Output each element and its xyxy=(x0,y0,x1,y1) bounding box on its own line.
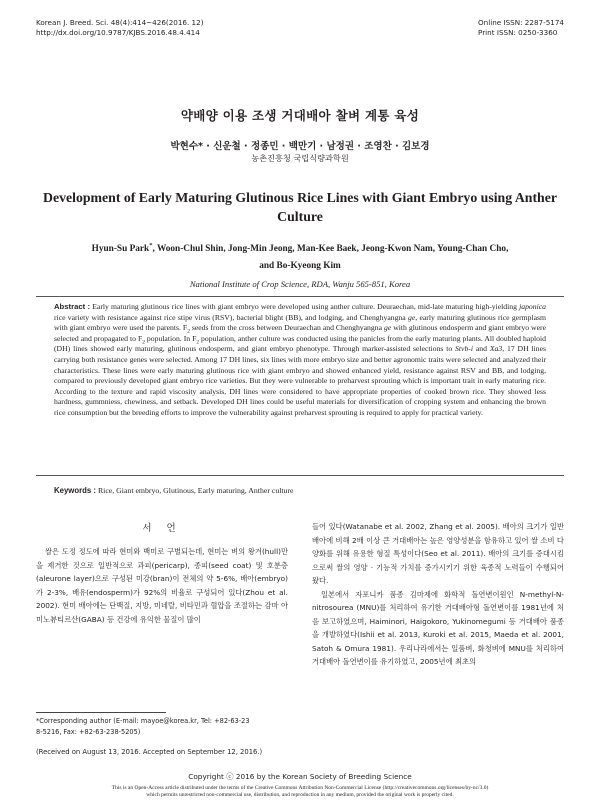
abstract-text: seeds from the cross between Deuraechan and Chenghyangna xyxy=(189,323,384,333)
body-paragraph: 쌀은 도정 정도에 따라 현미와 백미로 구별되는데, 현미는 벼의 왕겨(hull)만을 제거한 것으로 일반적으로 과피(pericarp), 종피(seed coat) 및 호분층(aleurone layer)으로 구성된 미강(bran)이 전체의 약 5-6%, 배아(embryo)가 2-3%, 배유(endosperm)가 92%의 비율로 구성되어 있다(Zhou et al. 2002). 현미 배아에는 단백질, 지방, 미네랄, 비타민과 혈압을 조절하는 감마 아미노뷰티르산(GABA) 등 건강에 유익한 물질이 많이 xyxy=(36,547,288,624)
doi-link[interactable]: http://dx.doi.org/10.9787/KJBS.2016.48.4.414 xyxy=(36,28,200,37)
abstract-text: population. In F xyxy=(144,333,197,343)
keywords xyxy=(54,486,546,495)
footnote-line: *Corresponding author (E-mail: mayoe@korea.kr, Tel: +82-63-23 xyxy=(36,717,250,725)
right-column xyxy=(312,520,564,669)
journal-header-right xyxy=(478,18,564,38)
abstract-text: , 17 DH lines carrying both resistance genes were selected. Among 17 DH lines, six lines with more embryo size and better agronomic traits were selected and analyzed their characteristics. These lines were early maturing glutinous rice with giant embryo and showed enhanced yield, resistance against RSV and BB, and lodging, compared to previously developed giant embryo rice varieties. But they were vulnerable to preharvest sprouting which is important trait in early maturing rice. According to the texture and rapid viscosity analysis, DH lines were considered to have appropriate properties of cooked brown rice. They showed less hardness, gummniess, chewiness, and setback. Developed DH lines could be useful materials for diversification of cropping system and enhancing the brown rice consumption but the breeding efforts to improve the vulnerability against preharvest sprouting is required to apply for practical variety. xyxy=(54,344,547,417)
abstract-text: population, anther culture was conducted using the panicles from the early maturing plants. All doubled haploid (DH) lines showed early maturing, glutinous endosperm, and giant embryo phenotype. Through marker-assisted selections to xyxy=(54,333,546,354)
abstract-label: Abstract : xyxy=(54,302,91,311)
journal-header-left xyxy=(36,18,204,38)
abstract-subscript: 2 xyxy=(142,339,145,346)
abstract-text: , early maturing glutinous rice germplasm with giant embryo were used the parents. F xyxy=(54,312,546,333)
body-paragraph: 일본에서 자포니카 품종 김마제에 화학적 돌연변이원인 N-methyl-N-nitrosourea (MNU)를 처리하여 유기한 거대배아형 돌연변이를 1981년에 처음 보고하였으며, Haiminori, Haigokoro, Yukinomegumi 등 거대배아 품종을 개발하였다(Ishii et al. 2013, Kuroki et al. 2015, Maeda et al. 2001, Satoh & Omura 1981). 우리나라에서는 일품벼, 화청벼에 MNU를 처리하여 거대배아 돌연변이를 유기하였고, 2005년에 최초의 xyxy=(312,589,564,666)
corresponding-mark: * xyxy=(149,241,153,249)
keywords-text: Rice, Giant embryo, Glutinous, Early maturing, Anther culture xyxy=(96,486,294,495)
copyright-notice: Copyright ⓒ 2016 by the Korean Society of Breeding Science xyxy=(188,772,412,781)
abstract-italic: ge xyxy=(383,323,392,333)
abstract-italic: japonica xyxy=(519,302,546,311)
abstract-text: rice variety with resistance against rice stipe virus (RSV), bacterial blight (BB), and lodging, and Chenghyangna xyxy=(54,312,408,322)
section-heading-introduction: 서 언 xyxy=(142,523,182,534)
online-issn: Online ISSN: 2287-5174 xyxy=(478,18,564,27)
english-authors xyxy=(40,241,560,275)
license-line: which permits unrestricted non-commercial use, distribution, and reproduction in any medium, provided the original work is properly cited. xyxy=(146,792,454,798)
abstract-italic: Xa3 xyxy=(489,344,503,354)
footnote-line: 8-5216, Fax: +82-63-238-5205) xyxy=(36,728,141,736)
english-affiliation: National Institute of Crop Science, RDA, Wanju 565-851, Korea xyxy=(189,279,411,289)
keywords-label: Keywords : xyxy=(54,486,97,495)
last-author: and Bo-Kyeong Kim xyxy=(259,261,341,271)
abstract-italic: Stvb-i xyxy=(455,344,473,354)
abstract-subscript: 2 xyxy=(196,339,200,346)
co-authors: , Woon-Chul Shin, Jong-Min Jeong, Man-Kee Baek, Jeong-Kwon Nam, Young-Chan Cho, xyxy=(152,244,509,254)
korean-title: 약배양 이용 조생 거대배아 찰벼 계통 육성 xyxy=(180,108,420,123)
left-column xyxy=(36,545,288,626)
abstract-text: with glutinous endosperm and giant embryo were selected and propagated to F xyxy=(54,323,546,343)
korean-affiliation: 농촌진흥청 국립식량과학원 xyxy=(251,153,349,163)
journal-citation: Korean J. Breed. Sci. 48(4):414~426(2016. 12) xyxy=(36,18,204,27)
english-title: Development of Early Maturing Glutinous Rice Lines with Giant Embryo using Anther Culture xyxy=(43,190,557,224)
received-dates: (Received on August 13, 2016. Accepted on September 12, 2016.) xyxy=(36,748,263,756)
license-notice xyxy=(40,785,560,799)
first-author: Hyun-Su Park xyxy=(91,244,150,254)
abstract-italic: ge xyxy=(407,312,416,322)
abstract-text: and xyxy=(472,344,490,354)
body-paragraph: 들어 있다(Watanabe et al. 2002, Zhang et al. 2005). 배아의 크기가 일반배아에 비해 2배 이상 큰 거대배아는 높은 영양성분을 함유하고 있어 쌀 소비 다양화를 위해 유용한 형질 특성이다(Seo et al. 2011). 배아의 크기를 증대시킴으로써 쌀의 영양 · 기능적 가치를 증가시키기 위한 육종적 노력들이 수행되어 왔다. xyxy=(312,522,564,585)
license-line: This is an Open-Access article distributed under the terms of the Creative Commons Attribution Non-Commercial License (http://creativecommons.org/licenses/by-nc/3.0) xyxy=(111,785,489,791)
footnote-divider xyxy=(36,712,166,713)
corresponding-author-footnote xyxy=(36,716,288,738)
print-issn: Print ISSN: 0250-3360 xyxy=(478,28,558,37)
abstract-text: Early maturing glutinous rice lines with giant embryo were developed using anther culture. Deuraechan, mid-late maturing high-yielding xyxy=(90,302,520,311)
abstract-subscript: 2 xyxy=(187,328,190,335)
abstract xyxy=(54,302,546,419)
korean-authors: 박현수* · 신운철 · 정종민 · 백만기 · 남정권 · 조영찬 · 김보경 xyxy=(170,141,430,152)
